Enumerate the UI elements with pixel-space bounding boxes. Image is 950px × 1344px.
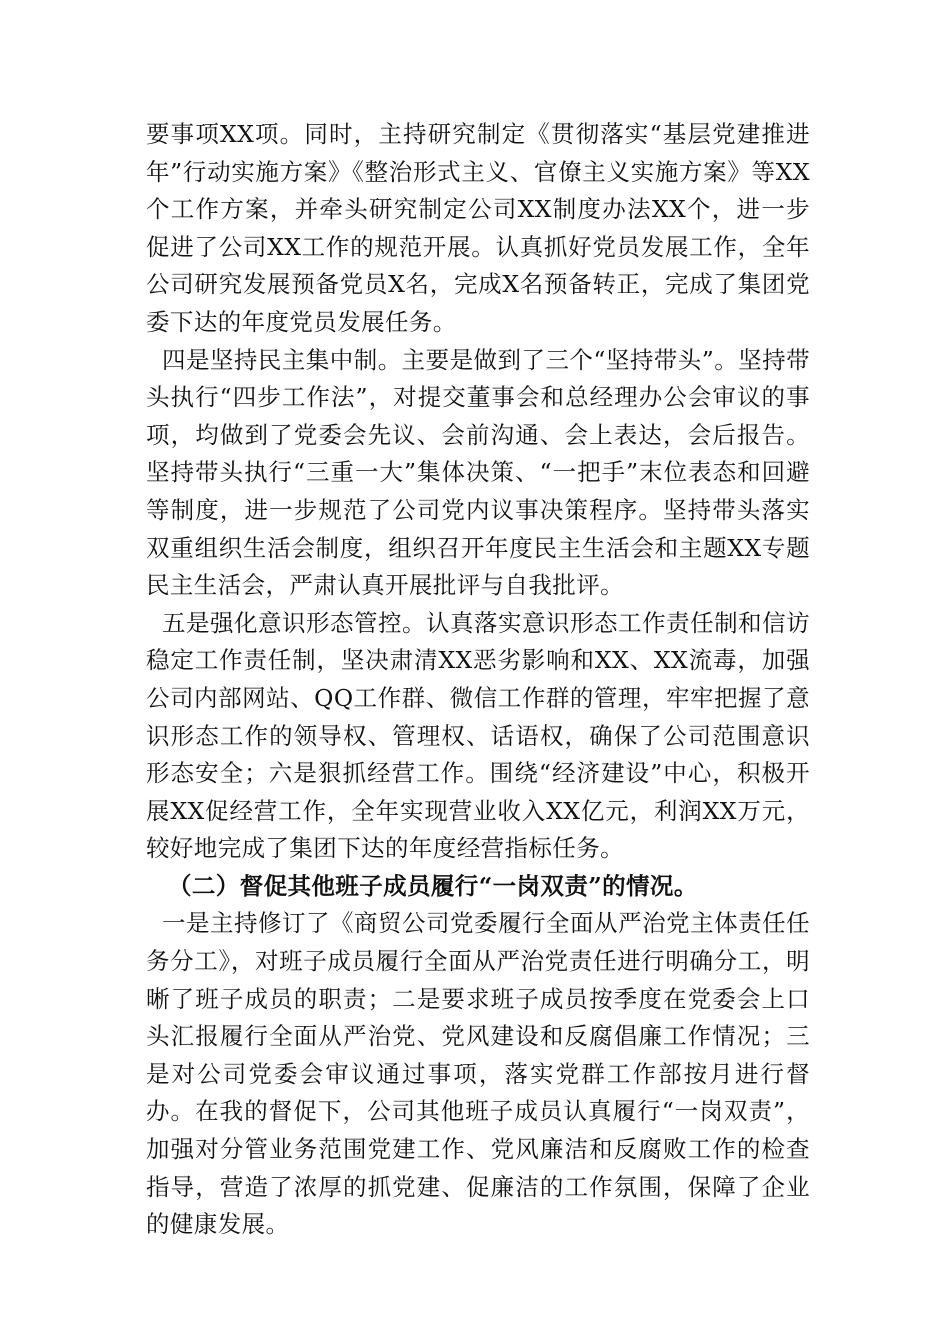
section-heading: （二）督促其他班子成员履行“一岗双责”的情况。 <box>168 871 698 900</box>
document-body <box>146 116 810 1244</box>
paragraph-democratic-centralism: 四是坚持民主集中制。主要是做到了三个“坚持带头”。坚持带头执行“四步工作法”，对提交董事会和总经理办公会审议的事项，均做到了党委会先议、会前沟通、会上表达，会后报告。坚持带头执行“三重一大”集体决策、“一把手”末位表态和回避等制度，进一步规范了公司党内议事决策程序。坚持带头落实双重组织生活会制度，组织召开年度民主生活会和主题XX专题民主生活会，严肃认真开展批评与自我批评。 <box>146 345 810 600</box>
paragraph-supervision: 一是主持修订了《商贸公司党委履行全面从严治党主体责任任务分工》，对班子成员履行全面从严治党责任进行明确分工，明晰了班子成员的职责；二是要求班子成员按季度在党委会上口头汇报履行全面从严治党、党风建设和反腐倡廉工作情况；三是对公司党委会审议通过事项，落实党群工作部按月进行督办。在我的督促下，公司其他班子成员认真履行“一岗双责”，加强对分管业务范围党建工作、党风廉洁和反腐败工作的检查指导，营造了浓厚的抓党建、促廉洁的工作氛围，保障了企业的健康发展。 <box>146 909 810 1239</box>
paragraph-ideology-control: 五是强化意识形态管控。认真落实意识形态工作责任制和信访稳定工作责任制，坚决肃清XX恶劣影响和XX、XX流毒，加强公司内部网站、QQ工作群、微信工作群的管理，牢牢把握了意识形态工作的领导权、管理权、话语权，确保了公司范围意识形态安全；六是狠抓经营工作。围绕“经济建设”中心，积极开展XX促经营工作，全年实现营业收入XX亿元，利润XX万元，较好地完成了集团下达的年度经营指标任务。 <box>146 608 810 863</box>
paragraph-continuation: 要事项XX项。同时，主持研究制定《贯彻落实“基层党建推进年”行动实施方案》《整治形式主义、官僚主义实施方案》等XX个工作方案，并牵头研究制定公司XX制度办法XX个，进一步促进了公司XX工作的规范开展。认真抓好党员发展工作，全年公司研究发展预备党员X名，完成X名预备转正，完成了集团党委下达的年度党员发展任务。 <box>146 120 810 336</box>
